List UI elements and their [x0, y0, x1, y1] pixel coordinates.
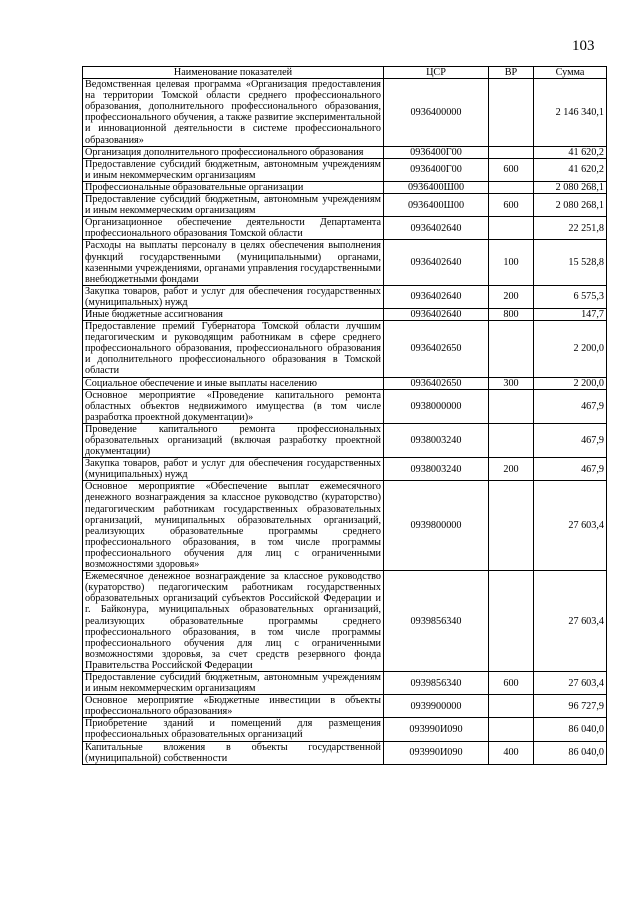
- table-row: [83, 181, 607, 193]
- cell-csr: 0938003240: [384, 423, 489, 457]
- cell-vr: [489, 423, 534, 457]
- table-row: [83, 741, 607, 764]
- cell-vr: [489, 695, 534, 718]
- cell-name: Капитальные вложения в объекты государственной (муниципальной) собственности: [83, 741, 384, 764]
- cell-sum: 86 040,0: [534, 718, 607, 741]
- cell-vr: [489, 79, 534, 147]
- header-vr: ВР: [489, 67, 534, 79]
- cell-vr: [489, 718, 534, 741]
- cell-vr: 200: [489, 458, 534, 481]
- cell-vr: 400: [489, 741, 534, 764]
- cell-sum: 15 528,8: [534, 240, 607, 285]
- table-row: [83, 285, 607, 308]
- cell-name: Закупка товаров, работ и услуг для обеспечения государственных (муниципальных) нужд: [83, 458, 384, 481]
- cell-sum: 467,9: [534, 389, 607, 423]
- table-row: [83, 158, 607, 181]
- budget-table: [82, 66, 607, 765]
- header-csr: ЦСР: [384, 67, 489, 79]
- cell-vr: 200: [489, 285, 534, 308]
- cell-vr: [489, 217, 534, 240]
- cell-name: Основное мероприятие «Бюджетные инвестиции в объекты профессионального образования»: [83, 695, 384, 718]
- cell-name: Основное мероприятие «Проведение капитального ремонта областных объектов недвижимого имущества (в том числе разработка проектной документации)»: [83, 389, 384, 423]
- cell-name: Проведение капитального ремонта профессиональных образовательных организаций (включая разработку проектной документации): [83, 423, 384, 457]
- cell-sum: 147,7: [534, 308, 607, 320]
- cell-name: Организация дополнительного профессионального образования: [83, 146, 384, 158]
- cell-csr: 0939856340: [384, 571, 489, 672]
- cell-vr: 100: [489, 240, 534, 285]
- cell-csr: 0939856340: [384, 671, 489, 694]
- header-row: [83, 67, 607, 79]
- cell-vr: [489, 181, 534, 193]
- table-row: [83, 240, 607, 285]
- table-row: [83, 194, 607, 217]
- cell-csr: 0936400Г00: [384, 146, 489, 158]
- cell-sum: 27 603,4: [534, 571, 607, 672]
- table-row: [83, 79, 607, 147]
- cell-vr: [489, 481, 534, 571]
- cell-name: Организационное обеспечение деятельности Департамента профессионального образования Томской области: [83, 217, 384, 240]
- cell-sum: 41 620,2: [534, 146, 607, 158]
- cell-vr: 600: [489, 671, 534, 694]
- cell-sum: 86 040,0: [534, 741, 607, 764]
- cell-csr: 093990И090: [384, 718, 489, 741]
- cell-vr: [489, 571, 534, 672]
- table-row: [83, 146, 607, 158]
- cell-name: Ведомственная целевая программа «Организация предоставления на территории Томской области среднего профессионального образования, дополнительного профессионального образования, профессионального обучения, а также развитие экспериментальной и инновационной деятельности в системе профессионального образования»: [83, 79, 384, 147]
- cell-csr: 0936402640: [384, 285, 489, 308]
- cell-name: Предоставление субсидий бюджетным, автономным учреждениям и иным некоммерческим организациям: [83, 671, 384, 694]
- cell-vr: [489, 146, 534, 158]
- cell-vr: 800: [489, 308, 534, 320]
- cell-name: Иные бюджетные ассигнования: [83, 308, 384, 320]
- cell-sum: 96 727,9: [534, 695, 607, 718]
- cell-name: Предоставление субсидий бюджетным, автономным учреждениям и иным некоммерческим организациям: [83, 158, 384, 181]
- cell-vr: [489, 389, 534, 423]
- cell-sum: 2 200,0: [534, 377, 607, 389]
- table-row: [83, 423, 607, 457]
- cell-csr: 0936400Г00: [384, 158, 489, 181]
- cell-csr: 0936402640: [384, 217, 489, 240]
- cell-sum: 467,9: [534, 458, 607, 481]
- table-row: [83, 695, 607, 718]
- cell-csr: 0939800000: [384, 481, 489, 571]
- cell-vr: 600: [489, 158, 534, 181]
- cell-sum: 467,9: [534, 423, 607, 457]
- cell-csr: 0938003240: [384, 458, 489, 481]
- cell-csr: 0939900000: [384, 695, 489, 718]
- cell-csr: 0938000000: [384, 389, 489, 423]
- cell-csr: 093990И090: [384, 741, 489, 764]
- cell-csr: 0936400Ш00: [384, 194, 489, 217]
- cell-name: Предоставление премий Губернатора Томской области лучшим педагогическим и руководящим работникам в сфере среднего профессионального образования, профессионального образования и дополнительного профессионального образования в Томской области: [83, 321, 384, 377]
- cell-csr: 0936402640: [384, 308, 489, 320]
- cell-name: Предоставление субсидий бюджетным, автономным учреждениям и иным некоммерческим организациям: [83, 194, 384, 217]
- cell-sum: 27 603,4: [534, 481, 607, 571]
- cell-vr: [489, 321, 534, 377]
- cell-name: Расходы на выплаты персоналу в целях обеспечения выполнения функций государственными (муниципальными) органами, казенными учреждениями, органами управления государственными внебюджетными фондами: [83, 240, 384, 285]
- table-row: [83, 217, 607, 240]
- header-sum: Сумма: [534, 67, 607, 79]
- cell-sum: 22 251,8: [534, 217, 607, 240]
- table-row: [83, 571, 607, 672]
- header-name: Наименование показателей: [83, 67, 384, 79]
- cell-name: Социальное обеспечение и иные выплаты населению: [83, 377, 384, 389]
- cell-name: Основное мероприятие «Обеспечение выплат ежемесячного денежного вознаграждения за классное руководство (кураторство) педагогическим работникам государственных образовательных организаций, муниципальных образовательных организаций, реализующих образовательные программы среднего профессионального образования, в том числе программы профессионального обучения для лиц с ограниченными возможностями здоровья»: [83, 481, 384, 571]
- cell-name: Закупка товаров, работ и услуг для обеспечения государственных (муниципальных) нужд: [83, 285, 384, 308]
- cell-sum: 27 603,4: [534, 671, 607, 694]
- table-row: [83, 481, 607, 571]
- cell-name: Ежемесячное денежное вознаграждение за классное руководство (кураторство) педагогическим работникам государственных образовательных организаций субъектов Российской Федерации и г. Байконура, муниципальных образовательных организаций, реализующих образовательные программы среднего профессионального образования, в том числе программы профессионального обучения для лиц с ограниченными возможностями здоровья, за счет средств резервного фонда Правительства Российской Федерации: [83, 571, 384, 672]
- cell-sum: 2 080 268,1: [534, 181, 607, 193]
- cell-csr: 0936402650: [384, 321, 489, 377]
- table-row: [83, 458, 607, 481]
- cell-vr: 600: [489, 194, 534, 217]
- cell-sum: 2 200,0: [534, 321, 607, 377]
- cell-name: Профессиональные образовательные организации: [83, 181, 384, 193]
- cell-csr: 0936402640: [384, 240, 489, 285]
- cell-csr: 0936402650: [384, 377, 489, 389]
- cell-sum: 41 620,2: [534, 158, 607, 181]
- table-row: [83, 718, 607, 741]
- table-row: [83, 321, 607, 377]
- cell-sum: 2 080 268,1: [534, 194, 607, 217]
- cell-csr: 0936400Ш00: [384, 181, 489, 193]
- cell-csr: 0936400000: [384, 79, 489, 147]
- cell-vr: 300: [489, 377, 534, 389]
- table-row: [83, 671, 607, 694]
- cell-sum: 6 575,3: [534, 285, 607, 308]
- table-row: [83, 377, 607, 389]
- cell-sum: 2 146 340,1: [534, 79, 607, 147]
- table-body: [83, 79, 607, 765]
- table-row: [83, 308, 607, 320]
- cell-name: Приобретение зданий и помещений для размещения профессиональных образовательных организаций: [83, 718, 384, 741]
- table-row: [83, 389, 607, 423]
- page-number: 103: [572, 38, 595, 54]
